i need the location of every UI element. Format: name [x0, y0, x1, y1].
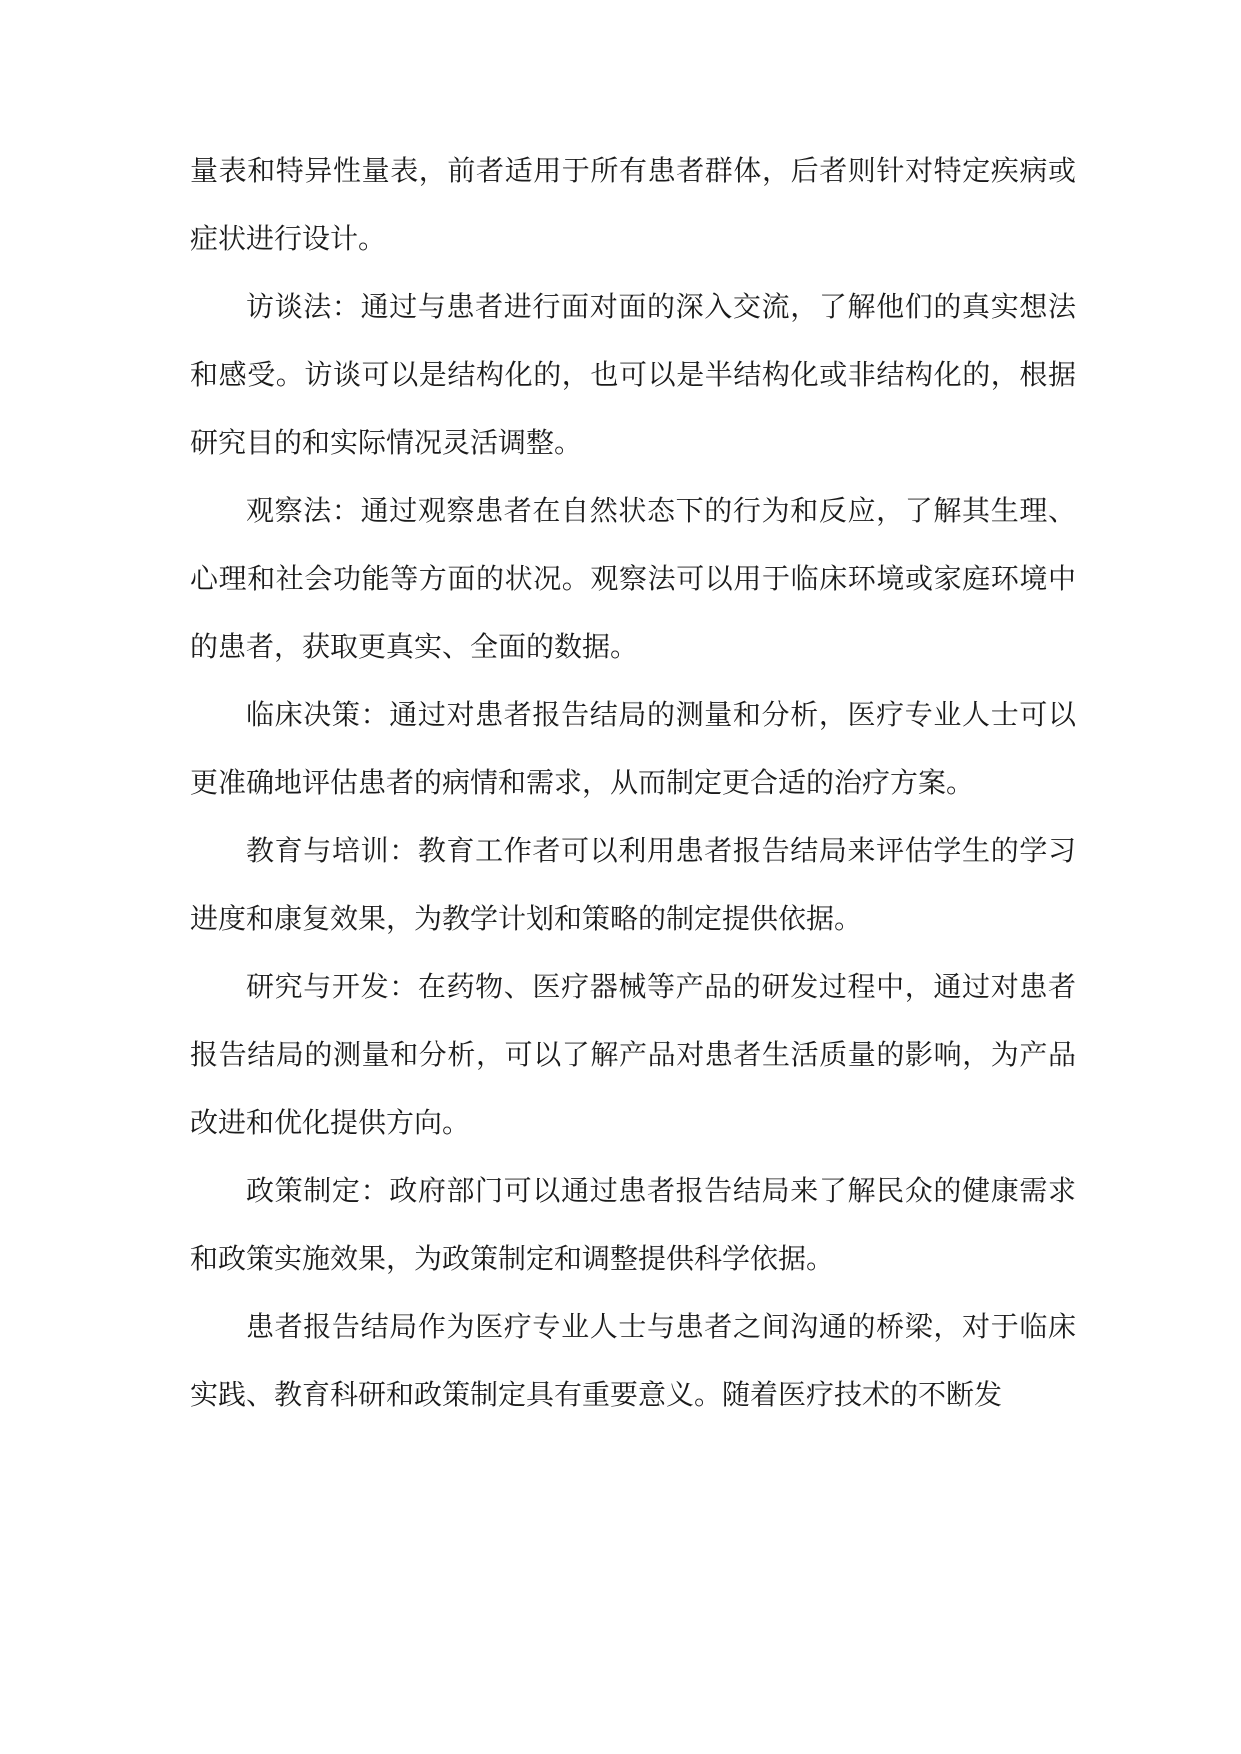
paragraph-observation-method: 观察法：通过观察患者在自然状态下的行为和反应，了解其生理、心理和社会功能等方面的状况。观察法可以用于临床环境或家庭环境中的患者，获取更真实、全面的数据。 — [190, 494, 1076, 663]
paragraph-clinical-decision: 临床决策：通过对患者报告结局的测量和分析，医疗专业人士可以更准确地评估患者的病情和需求，从而制定更合适的治疗方案。 — [190, 698, 1076, 799]
paragraph-policy-making: 政策制定：政府部门可以通过患者报告结局来了解民众的健康需求和政策实施效果，为政策制定和调整提供科学依据。 — [190, 1174, 1076, 1275]
paragraph-interview-method: 访谈法：通过与患者进行面对面的深入交流，了解他们的真实想法和感受。访谈可以是结构化的，也可以是半结构化或非结构化的，根据研究目的和实际情况灵活调整。 — [190, 290, 1076, 459]
body-text — [190, 137, 1076, 1429]
paragraph-scale-types: 量表和特异性量表，前者适用于所有患者群体，后者则针对特定疾病或症状进行设计。 — [190, 154, 1076, 255]
paragraph-research-development: 研究与开发：在药物、医疗器械等产品的研发过程中，通过对患者报告结局的测量和分析，可以了解产品对患者生活质量的影响，为产品改进和优化提供方向。 — [190, 970, 1076, 1139]
paragraph-summary: 患者报告结局作为医疗专业人士与患者之间沟通的桥梁，对于临床实践、教育科研和政策制定具有重要意义。随着医疗技术的不断发 — [190, 1310, 1076, 1411]
paragraph-education-training: 教育与培训：教育工作者可以利用患者报告结局来评估学生的学习进度和康复效果，为教学计划和策略的制定提供依据。 — [190, 834, 1076, 935]
